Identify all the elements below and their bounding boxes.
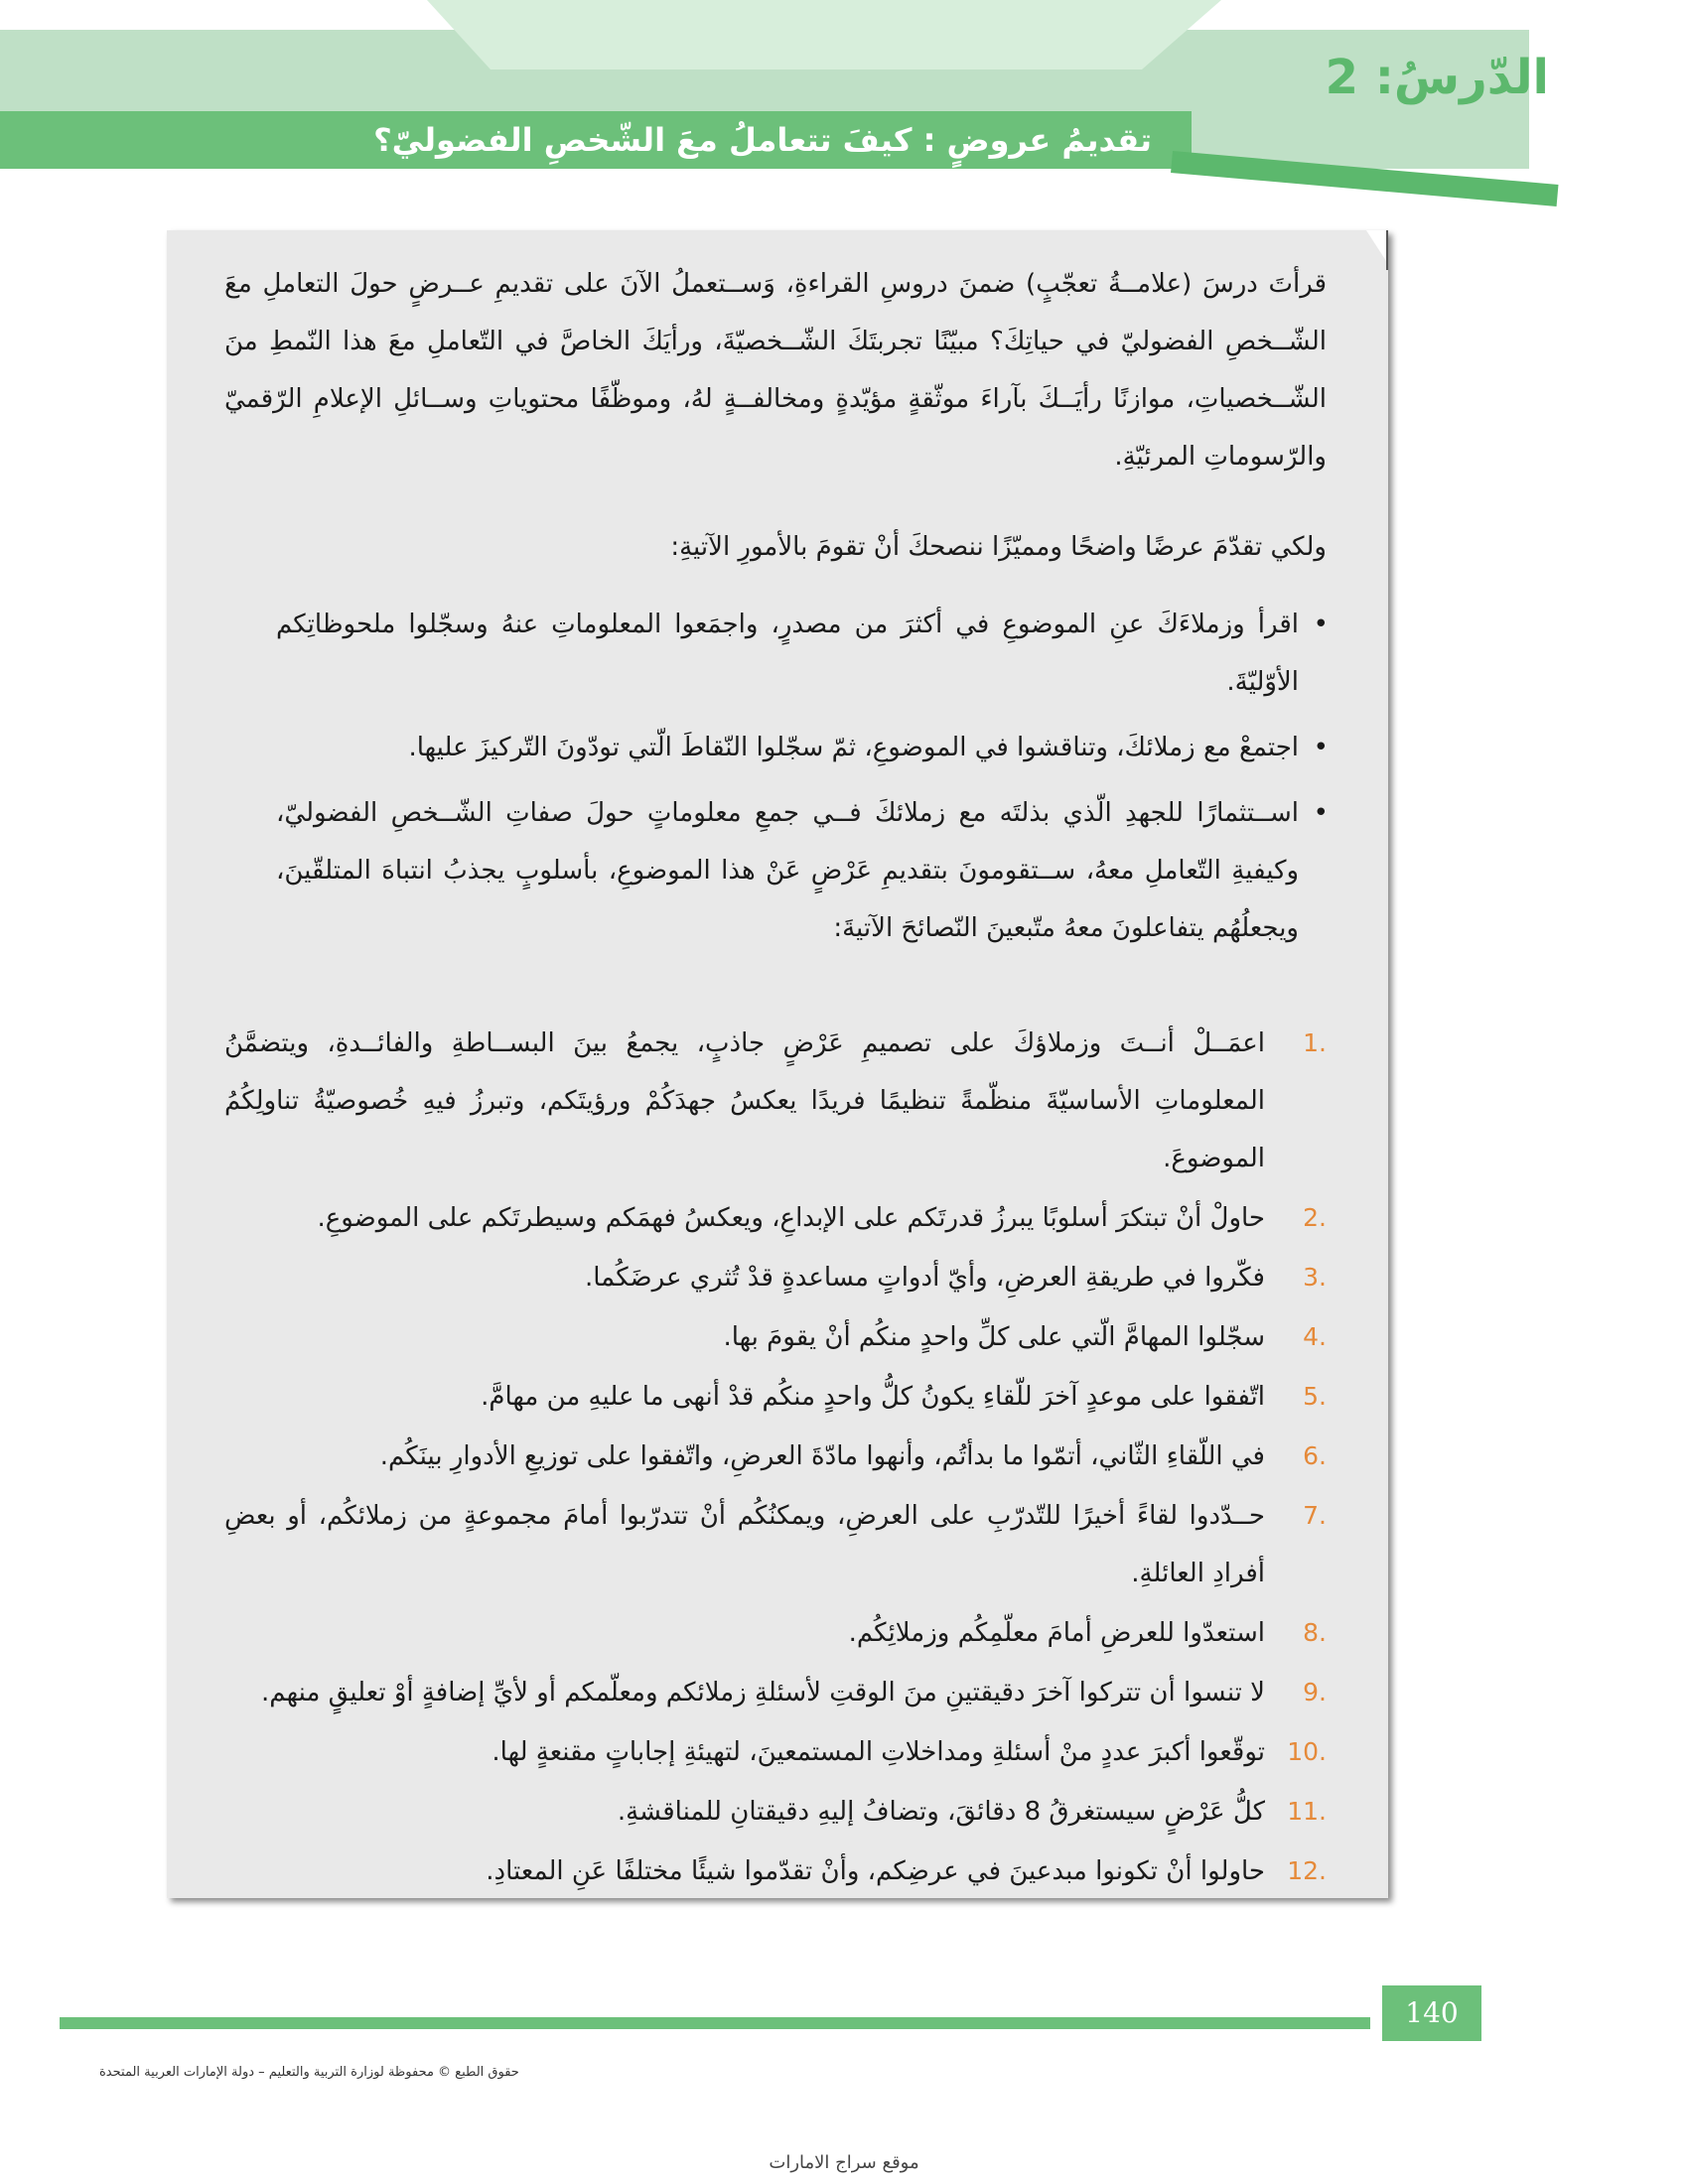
bullet-list <box>276 596 1329 965</box>
step-number: 1. <box>1303 1028 1327 1057</box>
step-text: سجّلوا المهامَّ الّتي على كلِّ واحدٍ منكُم أنْ يقومَ بها. <box>723 1322 1265 1352</box>
bullet-item: • اجتمعْ مع زملائكَ، وتناقشوا في الموضوعِ، ثمّ سجّلوا النّقاطَ الّتي تودّونَ التّركيزَ عليها. <box>276 719 1329 776</box>
step-number: 3. <box>1303 1263 1327 1292</box>
step-item <box>224 1783 1327 1841</box>
step-item <box>224 1604 1327 1662</box>
lesson-subtitle: تقديمُ عروضٍ : كيفَ تتعاملُ معَ الشّخصِ الفضوليّ؟ <box>373 121 1152 159</box>
step-item <box>224 1843 1327 1900</box>
step-number: 5. <box>1303 1382 1327 1411</box>
step-number: 2. <box>1303 1203 1327 1232</box>
copyright-text: حقوق الطبع © محفوظة لوزارة التربية والتعليم – دولة الإمارات العربية المتحدة <box>99 2065 519 2080</box>
step-text: حاولْ أنْ تبتكرَ أسلوبًا يبرزُ قدرتَكم على الإبداعِ، ويعكسُ فهمَكم وسيطرتَكم على الموضوعِ. <box>317 1203 1265 1233</box>
site-name: موقع سراج الامارات <box>769 2152 919 2173</box>
step-text: حاولوا أنْ تكونوا مبدعينَ في عرضِكم، وأنْ تقدّموا شيئًا مختلفًا عَنِ المعتادِ. <box>486 1856 1265 1886</box>
page-fold-corner <box>1366 230 1388 264</box>
bullet-item: • اســتثمارًا للجهدِ الّذي بذلتَه مع زملائكَ فــي جمعِ معلوماتٍ حولَ صفاتِ الشّــخصِ الفضوليّ، وكيفيةِ التّعاملِ معهُ، ســتقومونَ بتقديمِ عَرْضٍ عَنْ هذا الموضوعِ، بأسلوبٍ يجذبُ انتباهَ المتلقّينَ، ويجعلُهُم يتفاعلونَ معهُ متّبعينَ النّصائحَ الآتيةَ: <box>276 784 1329 957</box>
step-number: 9. <box>1303 1678 1327 1706</box>
step-item <box>224 1249 1327 1306</box>
lesson-title: الدّرسُ: 2 <box>1325 50 1549 105</box>
page-number: 140 <box>1382 1985 1481 2041</box>
content-box <box>167 230 1388 1898</box>
bullet-item: • اقرأ وزملاءَكَ عنِ الموضوعِ في أكثرَ من مصدرٍ، واجمَعوا المعلوماتِ عنهُ وسجّلوا ملحوظاتِكم الأوّليّةَ. <box>276 596 1329 711</box>
steps-list <box>224 1015 1327 1902</box>
step-number: 11. <box>1287 1797 1327 1826</box>
step-item <box>224 1723 1327 1781</box>
header-accent-shape <box>427 0 1221 69</box>
footer-bar <box>60 2017 1370 2029</box>
step-number: 6. <box>1303 1441 1327 1470</box>
step-item <box>224 1015 1327 1187</box>
step-item <box>224 1189 1327 1247</box>
step-item <box>224 1368 1327 1426</box>
step-item <box>224 1428 1327 1485</box>
step-item <box>224 1664 1327 1721</box>
step-number: 8. <box>1303 1618 1327 1647</box>
step-text: في اللّقاءِ الثّاني، أتمّوا ما بدأتُم، وأنهوا مادّةَ العرضِ، واتّفقوا على توزيعِ الأدوارِ بينَكُم. <box>379 1441 1265 1471</box>
step-number: 4. <box>1303 1322 1327 1351</box>
step-text: كلُّ عَرْضٍ سيستغرقُ 8 دقائقَ، وتضافُ إليهِ دقيقتانِ للمناقشةِ. <box>617 1797 1265 1827</box>
step-item <box>224 1308 1327 1366</box>
step-number: 10. <box>1287 1737 1327 1766</box>
step-item <box>224 1487 1327 1602</box>
page-fold-edge <box>1386 230 1388 270</box>
step-text: توقّعوا أكبرَ عددٍ منْ أسئلةِ ومداخلاتِ المستمعينَ، لتهيئةِ إجاباتٍ مقنعةٍ لها. <box>492 1737 1265 1767</box>
step-number: 12. <box>1287 1856 1327 1885</box>
step-text: حــدّدوا لقاءً أخيرًا للتّدرّبِ على العرضِ، ويمكنُكُم أنْ تتدرّبوا أمامَ مجموعةٍ من زملائكُم، أو بعضِ أفرادِ العائلةِ. <box>224 1501 1265 1588</box>
step-text: لا تنسوا أن تتركوا آخرَ دقيقتينِ منَ الوقتِ لأسئلةِ زملائكم ومعلّمكم أو لأيِّ إضافةٍ أوْ تعليقٍ منهم. <box>261 1678 1265 1707</box>
intro-paragraph: قرأتَ درسَ (علامــةُ تعجّبٍ) ضمنَ دروسِ القراءةِ، وَســتعملُ الآنَ على تقديمِ عــرضٍ حولَ التعاملِ معَ الشّــخصِ الفضوليّ في حياتِكَ؟ مبيّنًا تجربتَكَ الشّــخصيّةَ، ورأيَكَ الخاصَّ في التّعاملِ معَ هذا النّمطِ منَ الشّــخصياتِ، موازنًا رأيَــكَ بآراءَ موثّقةٍ مؤيّدةٍ ومخالفــةٍ لهُ، وموظّفًا محتوياتِ وســائلِ الإعلامِ الرّقميّ والرّسوماتِ المرئيّةِ. <box>224 269 1327 472</box>
step-text: اعمَــلْ أنــتَ وزملاؤكَ على تصميمِ عَرْضٍ جاذبٍ، يجمعُ بينَ البســاطةِ والفائــدةِ، ويتضمَّنُ المعلوماتِ الأساسيّةَ منظّمةً تنظيمًا فريدًا يعكسُ جهدَكُمْ ورؤيتَكم، وتبرزُ فيهِ خُصوصيّةُ تناولِكُمُ الموضوعَ. <box>224 1028 1265 1173</box>
step-text: اتّفقوا على موعدٍ آخرَ للّقاءِ يكونُ كلُّ واحدٍ منكُم قدْ أنهى ما عليهِ من مهامَّ. <box>481 1382 1265 1412</box>
step-text: فكّروا في طريقةِ العرضِ، وأيّ أدواتٍ مساعدةٍ قدْ تُثري عرضَكُما. <box>584 1263 1265 1293</box>
step-number: 7. <box>1303 1501 1327 1530</box>
step-text: استعدّوا للعرضِ أمامَ معلّمِكُم وزملائِكُم. <box>848 1618 1265 1648</box>
lead-sentence: ولكي تقدّمَ عرضًا واضحًا ومميّزًا ننصحكَ أنْ تقومَ بالأمورِ الآتيةِ: <box>670 532 1327 562</box>
